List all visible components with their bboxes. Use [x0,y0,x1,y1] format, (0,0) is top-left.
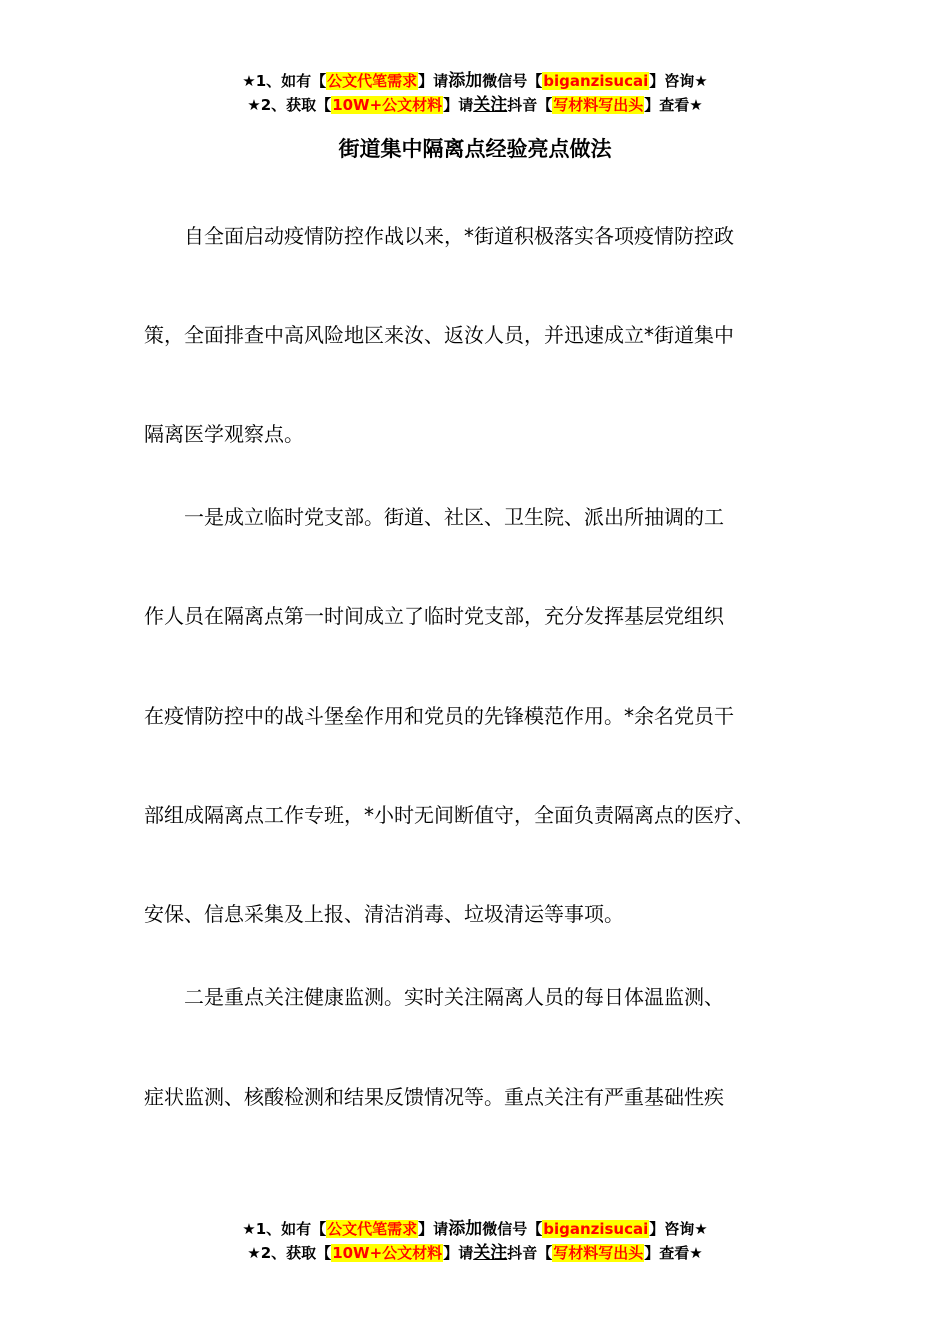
body-line: 作人员在隔离点第一时间成立了临时党支部，充分发挥基层党组织 [144,604,724,628]
banner-text: 】查看★ [644,1244,703,1262]
banner-text: 微信号【 [482,72,543,90]
banner-text: 微信号【 [482,1220,543,1238]
banner-text: 】请 [418,1220,449,1238]
banner-highlight: 公文代笔需求 [327,72,418,90]
banner-emphasis: 添加 [448,71,483,91]
banner-line-2 [0,93,950,117]
body-line: 二是重点关注健康监测。实时关注隔离人员的每日体温监测、 [144,985,724,1009]
body-line: 隔离医学观察点。 [144,422,304,446]
banner-text: ★1、如有【 [242,1220,327,1238]
banner-line-2 [0,1241,950,1265]
banner-text: ★2、获取【 [247,1244,332,1262]
banner-emphasis: 关注 [473,95,508,115]
document-title: 街道集中隔离点经验亮点做法 [338,137,612,161]
body-line: 部组成隔离点工作专班，*小时无间断值守，全面负责隔离点的医疗、 [144,803,754,827]
banner-text: 抖音【 [507,96,553,114]
body-line: 症状监测、核酸检测和结果反馈情况等。重点关注有严重基础性疾 [144,1085,724,1109]
banner-emphasis: 添加 [448,1219,483,1239]
banner-highlight: 10W+公文材料 [332,1244,443,1262]
banner-text: 】咨询★ [649,1220,708,1238]
banner-text: ★1、如有【 [242,72,327,90]
body-line: 策，全面排查中高风险地区来汝、返汝人员，并迅速成立*街道集中 [144,323,734,347]
body-line: 一是成立临时党支部。街道、社区、卫生院、派出所抽调的工 [144,505,724,529]
banner-highlight: 10W+公文材料 [332,96,443,114]
wechat-id-highlight: biganzisucai [543,72,649,90]
banner-text: ★2、获取【 [247,96,332,114]
banner-text: 】请 [443,1244,474,1262]
body-line: 自全面启动疫情防控作战以来，*街道积极落实各项疫情防控政 [144,224,734,248]
footer-banner [0,1217,950,1265]
banner-text: 】请 [418,72,449,90]
banner-highlight: 公文代笔需求 [327,1220,418,1238]
wechat-id-highlight: biganzisucai [543,1220,649,1238]
douyin-account-highlight: 写材料写出头 [553,96,644,114]
banner-text: 抖音【 [507,1244,553,1262]
body-line: 在疫情防控中的战斗堡垒作用和党员的先锋模范作用。*余名党员干 [144,704,734,728]
banner-text: 】查看★ [644,96,703,114]
banner-emphasis: 关注 [473,1243,508,1263]
banner-line-1 [0,1217,950,1241]
banner-text: 】咨询★ [649,72,708,90]
body-line: 安保、信息采集及上报、清洁消毒、垃圾清运等事项。 [144,902,624,926]
banner-text: 】请 [443,96,474,114]
douyin-account-highlight: 写材料写出头 [553,1244,644,1262]
banner-line-1 [0,69,950,93]
header-banner [0,69,950,117]
